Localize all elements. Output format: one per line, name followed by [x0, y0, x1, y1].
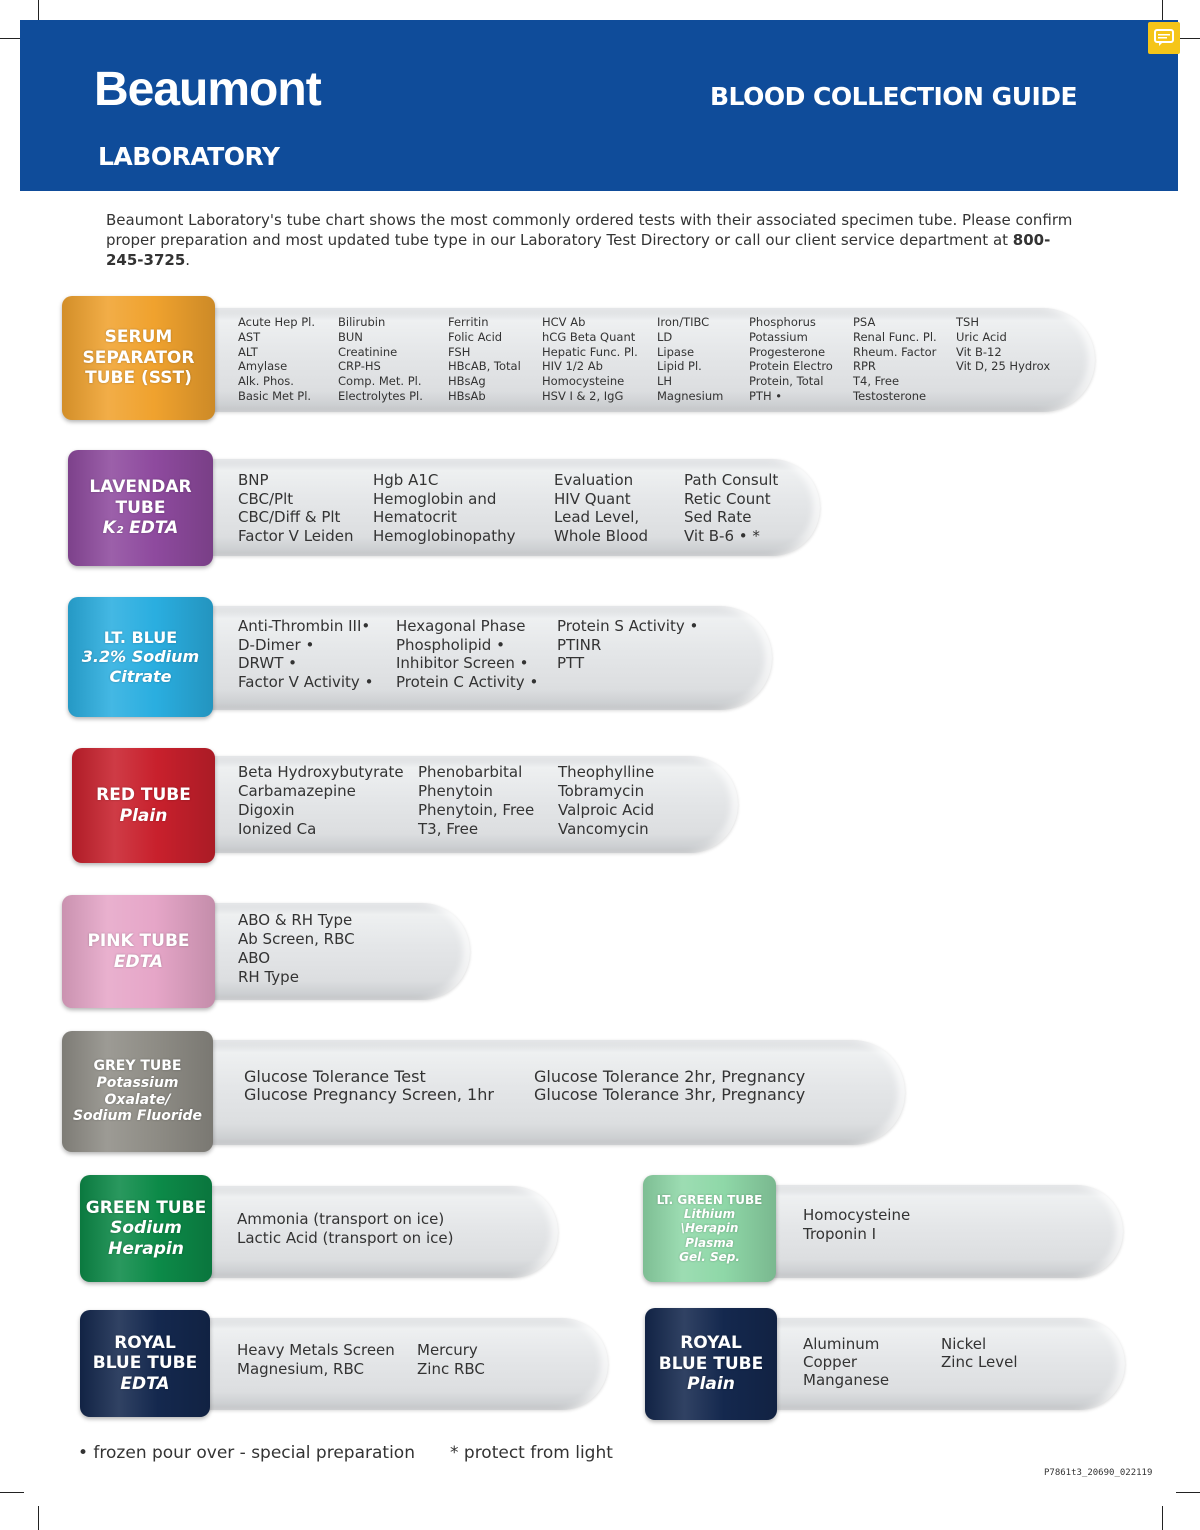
test-name: DRWT • [238, 654, 297, 672]
test-name: Lead Level, [554, 508, 640, 526]
test-name: Hemoglobinopathy [373, 526, 516, 545]
tube-cap [68, 597, 213, 717]
test-name: Manganese [803, 1371, 890, 1389]
cap-label-line: Oxalate/ [104, 1091, 171, 1108]
test-name: Digoxin [238, 801, 295, 819]
tube-cap [62, 895, 215, 1008]
test-name: Ab Screen, RBC [238, 930, 355, 948]
test-column [338, 315, 423, 404]
test-name: hCG Beta Quant [542, 329, 636, 344]
test-name: Testosterone [853, 388, 927, 403]
test-name: Homocysteine [803, 1206, 911, 1224]
test-name: Renal Func. Pl. [853, 329, 937, 344]
page-title: BLOOD COLLECTION GUIDE [710, 82, 1078, 111]
test-name: CBC/Diff & Plt [238, 508, 341, 526]
intro-text [106, 210, 1086, 270]
test-name: Nickel [941, 1335, 987, 1353]
test-column [238, 911, 355, 987]
cap-label-line: TUBE [115, 497, 166, 518]
test-column [554, 471, 648, 545]
test-column [853, 315, 937, 404]
test-column [534, 1068, 805, 1103]
test-name: Protein C Activity • [396, 672, 539, 691]
test-name: LD [657, 329, 673, 344]
header-subtitle: LABORATORY [98, 142, 280, 171]
cap-label-line: Plain [687, 1374, 735, 1395]
test-column [418, 763, 534, 839]
test-name: RH Type [238, 968, 299, 986]
test-name: Whole Blood [554, 526, 649, 545]
test-column [657, 315, 723, 404]
test-name: ABO & RH Type [238, 911, 353, 929]
test-name: Valproic Acid [558, 801, 655, 819]
cap-label-line: \Herapin [680, 1221, 739, 1236]
test-name: Theophylline [558, 763, 655, 781]
test-name: PTINR [557, 635, 602, 654]
intro-end: . [185, 251, 191, 269]
test-name: Mercury [417, 1341, 478, 1359]
cap-label-line: ROYAL [114, 1332, 176, 1353]
cap-label-line: EDTA [120, 1373, 170, 1394]
cap-label-line: Plain [119, 805, 168, 826]
test-column [557, 617, 698, 673]
test-name: D-Dimer • [238, 635, 315, 654]
test-name: Electrolytes Pl. [338, 388, 423, 403]
test-name: Progesterone [749, 344, 826, 359]
test-name: Folic Acid [448, 329, 503, 344]
test-name: Glucose Tolerance 2hr, Pregnancy [534, 1067, 806, 1086]
test-name: Creatinine [338, 344, 398, 359]
test-name: HBcAB, Total [448, 359, 521, 374]
test-column [238, 315, 315, 404]
test-name: Amylase [238, 359, 288, 374]
test-name: Factor V Activity • [238, 672, 374, 691]
test-name: CBC/Plt [238, 489, 294, 508]
test-name: Phenobarbital [418, 763, 523, 781]
cap-label-line: PINK TUBE [87, 931, 190, 952]
test-column [373, 471, 516, 545]
test-name: PTH • [749, 388, 783, 403]
tube-cap [72, 748, 215, 863]
test-name: LH [657, 374, 673, 389]
test-name: ALT [238, 344, 258, 359]
test-name: Phosphorus [749, 315, 816, 329]
test-column [749, 315, 833, 404]
test-name: Hemoglobin and [373, 489, 497, 508]
test-column [558, 763, 654, 839]
cap-label-line: 3.2% Sodium [81, 647, 200, 667]
test-name: Vit B-6 • * [684, 526, 760, 545]
test-column [803, 1335, 889, 1389]
test-column [941, 1335, 1018, 1371]
test-name: Copper [803, 1353, 858, 1371]
cap-label-line: BLUE TUBE [658, 1353, 764, 1374]
test-name: Aluminum [803, 1335, 880, 1353]
test-column [238, 471, 353, 545]
test-column [417, 1341, 485, 1378]
test-column [237, 1210, 453, 1247]
test-name: HIV 1/2 Ab [542, 359, 603, 374]
test-name: Zinc RBC [417, 1359, 485, 1378]
test-name: Magnesium, RBC [237, 1359, 364, 1378]
cap-label-line: SERUM [104, 327, 173, 348]
test-column [244, 1068, 494, 1103]
test-column [238, 617, 373, 691]
test-name: Phospholipid • [396, 635, 505, 654]
test-name: HSV I & 2, IgG [542, 388, 624, 403]
test-name: Comp. Met. Pl. [338, 374, 422, 389]
cap-label-line: GREEN TUBE [85, 1197, 207, 1218]
test-name: Acute Hep Pl. [238, 315, 315, 329]
test-name: Hematocrit [373, 508, 457, 526]
tube-cap [643, 1175, 776, 1282]
test-name: CRP-HS [338, 359, 381, 374]
tube-cap [645, 1308, 777, 1420]
cap-label-line: Herapin [108, 1238, 184, 1259]
test-name: Vancomycin [558, 820, 649, 838]
test-column [803, 1206, 910, 1243]
test-name: T3, Free [418, 820, 479, 838]
test-name: Glucose Tolerance Test [244, 1067, 426, 1086]
test-name: Alk. Phos. [238, 374, 294, 389]
cap-label-line: Potassium [96, 1074, 179, 1091]
test-name: Glucose Tolerance 3hr, Pregnancy [534, 1084, 806, 1104]
test-name: Evaluation [554, 471, 634, 489]
test-name: Bilirubin [338, 315, 386, 329]
test-name: Inhibitor Screen • [396, 654, 529, 672]
test-name: Protein Electro [749, 359, 833, 374]
cap-label-line: Gel. Sep. [679, 1250, 740, 1265]
test-name: Vit B-12 [956, 344, 1002, 359]
test-name: Carbamazepine [238, 782, 356, 800]
test-name: Glucose Pregnancy Screen, 1hr [244, 1084, 494, 1104]
test-name: Ferritin [448, 315, 489, 329]
cap-label-line: ROYAL [680, 1333, 742, 1354]
test-name: HBsAg [448, 374, 486, 389]
test-name: FSH [448, 344, 471, 359]
test-name: RPR [853, 359, 876, 374]
cap-label-line: LT. GREEN TUBE [656, 1192, 763, 1207]
test-name: BUN [338, 329, 363, 344]
tube-cap [68, 450, 213, 566]
test-name: Troponin I [803, 1224, 877, 1243]
header-banner [20, 20, 1178, 191]
test-name: Hgb A1C [373, 471, 439, 489]
cap-label-line: LT. BLUE [103, 628, 178, 648]
test-column [542, 315, 638, 404]
cap-label-line: Plasma [685, 1235, 734, 1250]
test-name: Tobramycin [558, 782, 645, 800]
test-name: Potassium [749, 329, 808, 344]
test-name: HIV Quant [554, 489, 631, 508]
tube-cap [62, 296, 215, 420]
tube-cap [80, 1310, 210, 1417]
test-name: Hexagonal Phase [396, 617, 526, 635]
test-name: Basic Met Pl. [238, 388, 312, 403]
test-name: Anti-Thrombin III• [238, 617, 371, 635]
tube-cap [62, 1031, 213, 1152]
test-column [684, 471, 778, 545]
test-name: Iron/TIBC [657, 315, 710, 329]
test-name: AST [238, 329, 261, 344]
test-name: Rheum. Factor [853, 344, 937, 359]
test-name: Hepatic Func. Pl. [542, 344, 638, 359]
test-name: PTT [557, 654, 585, 672]
test-name: BNP [238, 471, 269, 489]
test-column [238, 763, 404, 839]
cap-label-line: Citrate [109, 666, 172, 686]
test-name: Sed Rate [684, 508, 752, 526]
test-name: HCV Ab [542, 315, 586, 329]
cap-label-line: K₂ EDTA [102, 518, 179, 539]
test-name: Factor V Leiden [238, 526, 354, 545]
cap-label-line: Sodium Fluoride [72, 1108, 203, 1125]
cap-label-line: GREY TUBE [93, 1057, 182, 1074]
test-name: Heavy Metals Screen [237, 1341, 395, 1359]
test-name: Uric Acid [956, 329, 1007, 344]
test-column [956, 315, 1050, 374]
test-column [396, 617, 538, 691]
test-name: PSA [853, 315, 876, 329]
test-column [448, 315, 521, 404]
brand-logo: Beaumont [94, 63, 321, 116]
cap-label-line: Sodium [110, 1218, 182, 1239]
legend-frozen: • frozen pour over - special preparation [78, 1443, 415, 1463]
test-name: Protein S Activity • [557, 617, 699, 635]
test-column [237, 1341, 395, 1378]
test-name: Lipid Pl. [657, 359, 702, 374]
tube-cap [80, 1175, 212, 1282]
test-name: HBsAb [448, 388, 486, 403]
test-name: Lipase [657, 344, 695, 359]
cap-label-line: LAVENDAR [89, 477, 192, 498]
test-name: Homocysteine [542, 374, 625, 389]
test-name: Phenytoin, Free [418, 801, 535, 819]
test-name: TSH [956, 315, 979, 329]
cap-label-line: EDTA [113, 951, 164, 972]
legend-light: * protect from light [450, 1443, 613, 1463]
phone-number: 800-245-3725 [106, 231, 1051, 269]
test-name: Lactic Acid (transport on ice) [237, 1228, 454, 1247]
test-name: T4, Free [853, 374, 900, 389]
test-name: Ammonia (transport on ice) [237, 1210, 445, 1228]
test-name: Beta Hydroxybutyrate [238, 763, 404, 781]
test-name: ABO [238, 949, 271, 967]
test-name: Magnesium [657, 388, 724, 403]
intro-body: Beaumont Laboratory's tube chart shows the most commonly ordered tests with their associated specimen tube. Please confirm proper preparation and most updated tube type in our Laboratory Test Directory or call our client service department at [106, 211, 1073, 249]
test-name: Phenytoin [418, 782, 493, 800]
cap-label-line: Lithium [683, 1206, 736, 1221]
cap-label-line: SEPARATOR [82, 347, 195, 368]
comment-icon[interactable] [1148, 22, 1180, 54]
test-name: Ionized Ca [238, 820, 317, 838]
test-name: Zinc Level [941, 1353, 1018, 1371]
test-name: Retic Count [684, 489, 771, 508]
cap-label-line: BLUE TUBE [92, 1353, 198, 1374]
test-name: Protein, Total [749, 374, 824, 389]
document-code: P7861t3_20690_022119 [1044, 1468, 1153, 1478]
test-name: Path Consult [684, 471, 779, 489]
test-name: Vit D, 25 Hydrox [956, 359, 1051, 374]
cap-label-line: TUBE (SST) [85, 368, 192, 389]
cap-label-line: RED TUBE [96, 785, 191, 806]
